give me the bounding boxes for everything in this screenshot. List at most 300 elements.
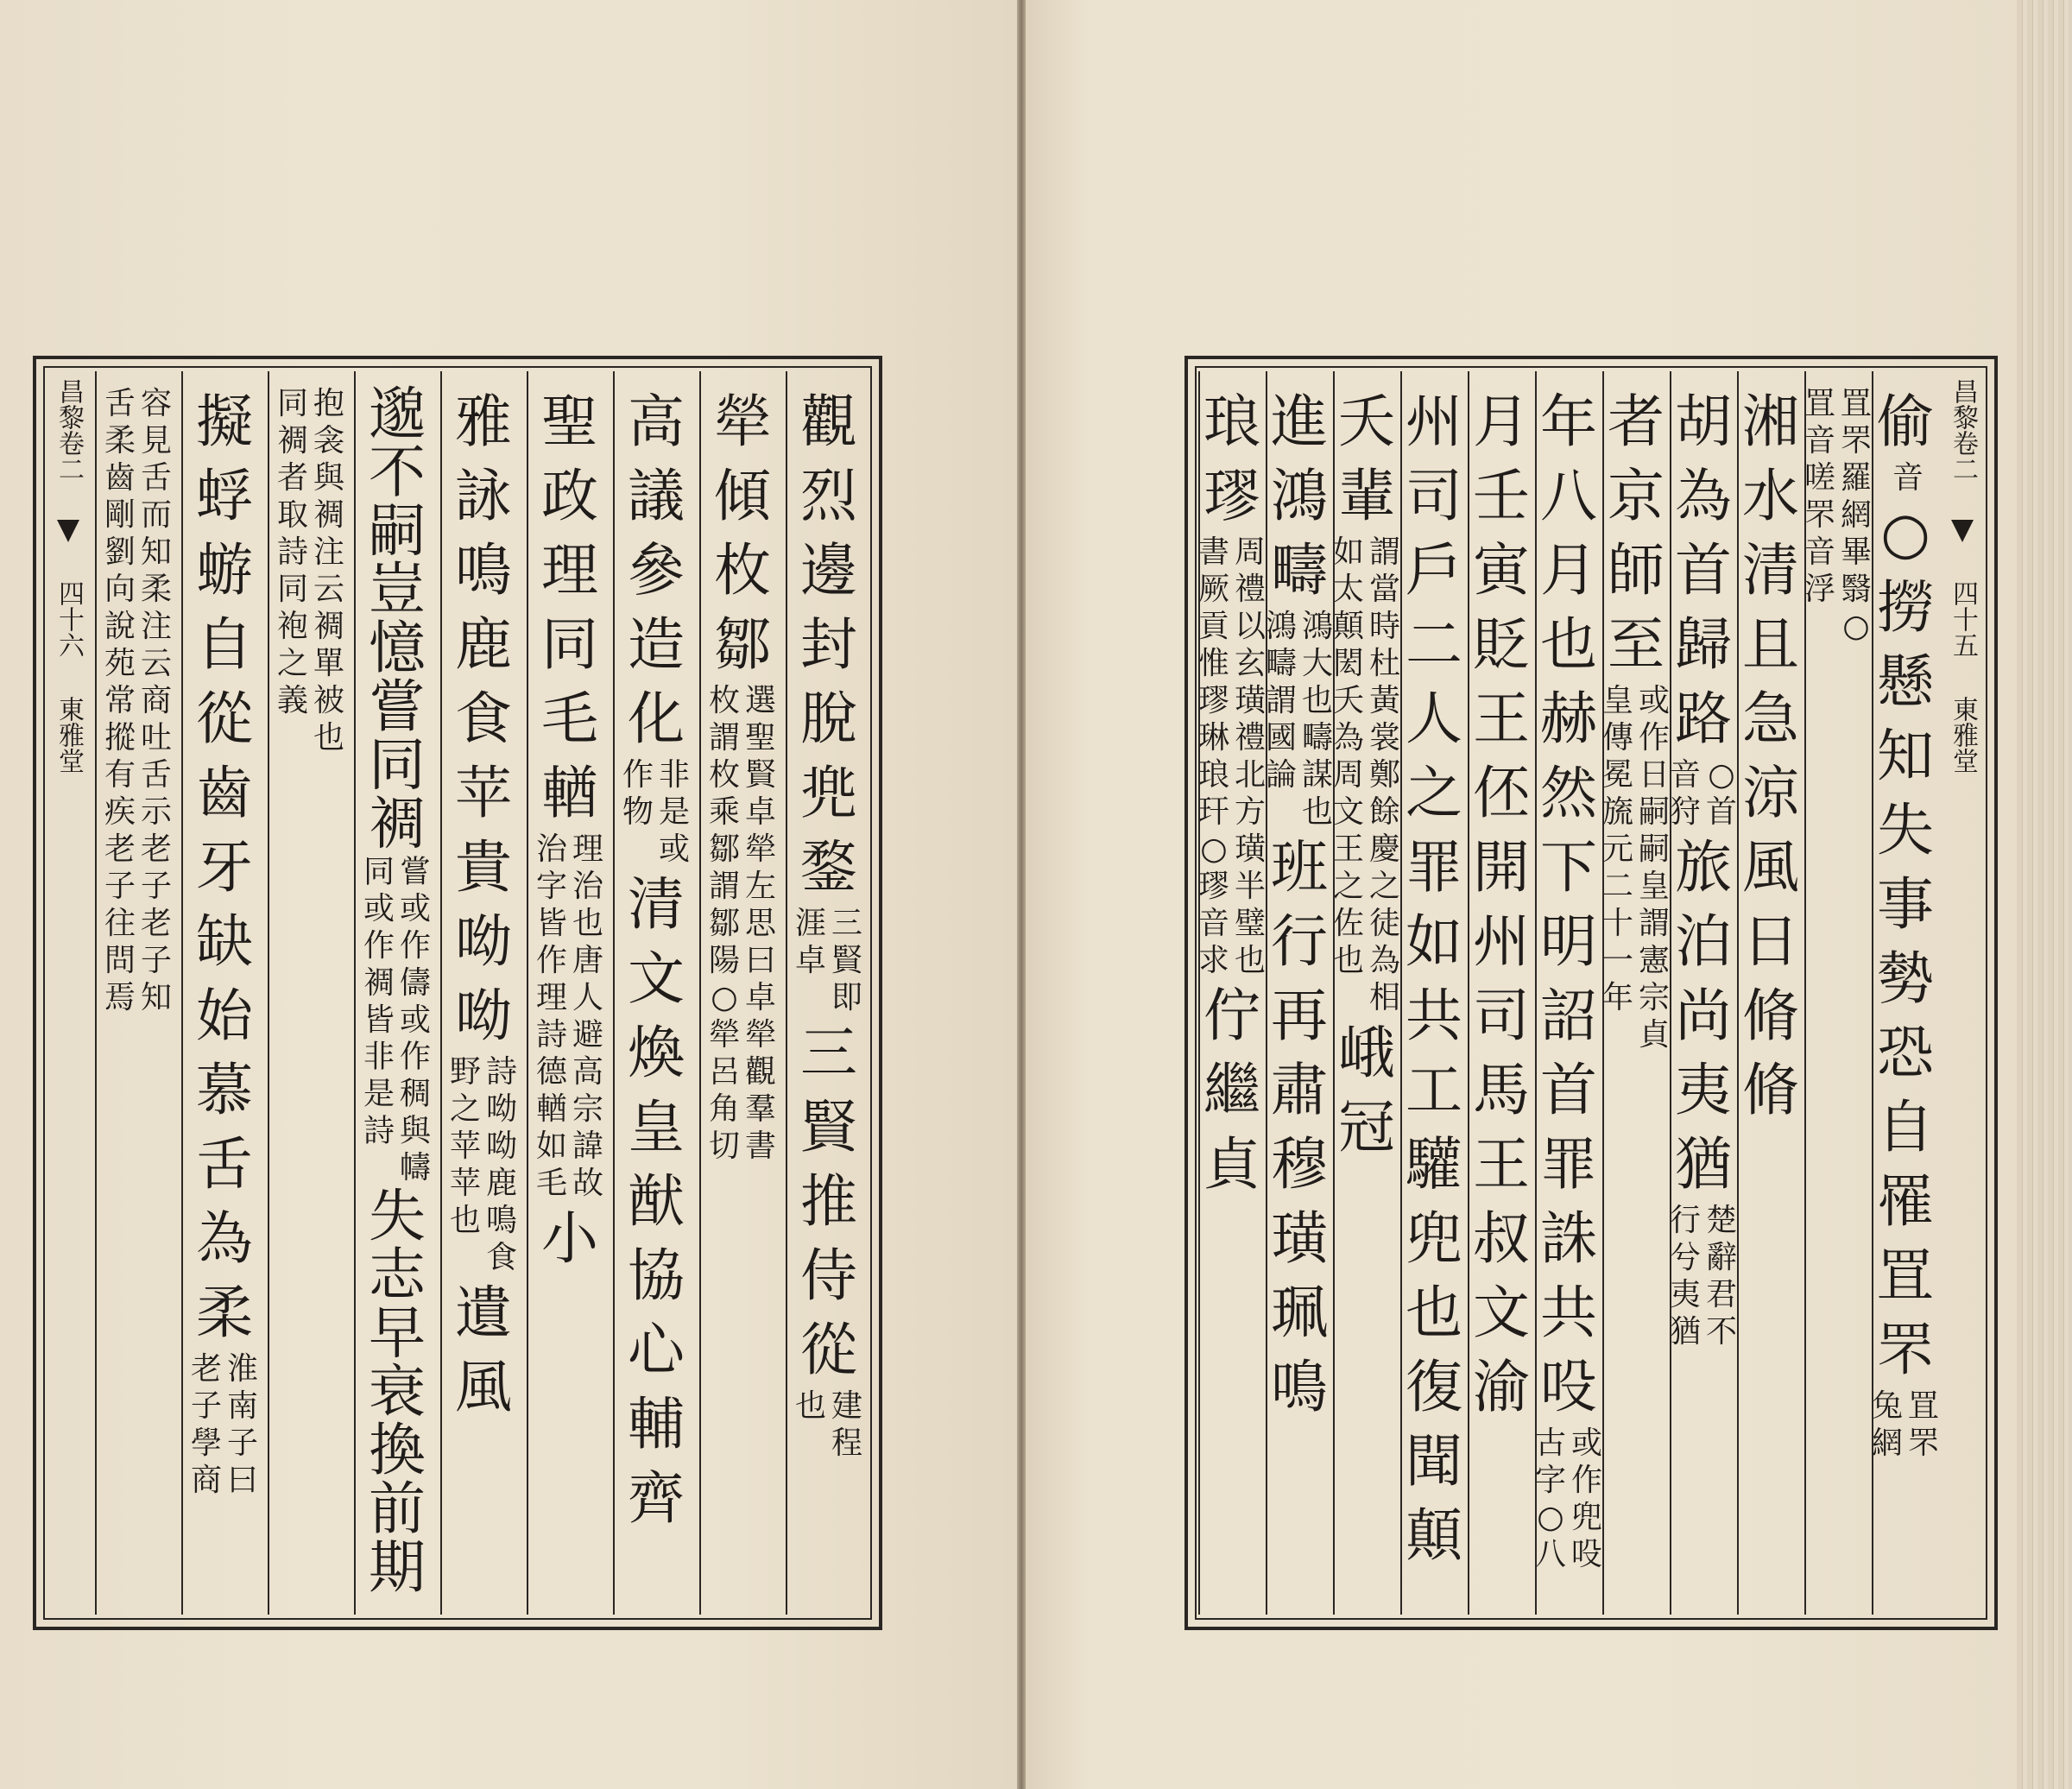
- commentary-char: 旒: [1601, 793, 1633, 830]
- commentary-char: 是: [363, 1076, 395, 1112]
- commentary-char: 吐: [141, 719, 173, 755]
- commentary-char: 網: [1841, 496, 1873, 533]
- main-text-char: 三: [800, 1020, 857, 1086]
- commentary-char: 子: [141, 942, 173, 978]
- left-text-column: [95, 385, 181, 1601]
- commentary-char: 宗: [1639, 979, 1671, 1015]
- main-text-char: 罹: [1877, 1168, 1934, 1235]
- main-text-char: 猶: [1675, 1131, 1732, 1198]
- commentary-char: 也: [794, 1388, 826, 1424]
- main-text-char: 水: [1742, 463, 1799, 529]
- main-text-char: 懸: [1877, 648, 1934, 715]
- commentary-char: 罘: [1804, 496, 1835, 533]
- commentary-char: 作: [1639, 719, 1671, 755]
- commentary-char: 琅: [1197, 756, 1229, 793]
- main-text-char: 工: [1406, 1057, 1462, 1123]
- main-text-char: 遺: [455, 1280, 512, 1346]
- commentary-char: 謂: [1639, 905, 1671, 941]
- commentary-char: 十: [1601, 905, 1633, 941]
- commentary-char: 貞: [1639, 1016, 1671, 1053]
- commentary-char: 玄: [1235, 645, 1267, 681]
- main-text-char: 州: [1406, 389, 1462, 455]
- left-text-column: [699, 385, 786, 1601]
- main-text-char: 高: [628, 389, 685, 455]
- main-text-char: 首: [1540, 1057, 1597, 1123]
- commentary-char: 為: [1369, 942, 1401, 978]
- column-rule: [1737, 371, 1739, 1615]
- commentary-char: 元: [1601, 831, 1633, 867]
- commentary-char: 作: [400, 928, 432, 964]
- commentary-char: 之: [449, 1090, 481, 1127]
- main-text-char: 穆: [1271, 1131, 1328, 1198]
- commentary-char: 鹿: [486, 1165, 518, 1201]
- commentary-char: 子: [141, 868, 173, 904]
- commentary-char: 之: [276, 645, 308, 681]
- commentary-char: 鄒: [708, 905, 740, 941]
- main-text-char: 兜: [1406, 1205, 1462, 1272]
- commentary-char: 常: [104, 682, 136, 718]
- commentary-char: 也: [1235, 942, 1267, 978]
- commentary-char: 謂: [708, 868, 740, 904]
- main-text-char: 伾: [1473, 760, 1530, 826]
- main-text-char: 歸: [1675, 611, 1732, 678]
- commentary-char: 詩: [535, 1016, 567, 1053]
- main-text-char: 罪: [1406, 834, 1462, 901]
- commentary-char: 被: [313, 682, 345, 718]
- commentary-char: 羅: [1841, 459, 1873, 496]
- left-text-column: [786, 385, 872, 1601]
- commentary-char: 舌: [141, 756, 173, 793]
- commentary-char: 作: [1571, 1462, 1603, 1498]
- main-text-char: 雅: [455, 389, 512, 455]
- commentary-char: 鄒: [708, 831, 740, 867]
- commentary-char: 顛: [1332, 608, 1364, 644]
- main-text-char: 鄒: [714, 611, 771, 678]
- commentary-char: 也: [1302, 682, 1334, 718]
- main-text-char: 豈: [369, 556, 426, 623]
- commentary-char: 焉: [104, 979, 136, 1015]
- commentary-char: 行: [1669, 1202, 1701, 1238]
- left-text-column: [527, 385, 613, 1601]
- main-text-char: 慕: [196, 1057, 253, 1123]
- commentary-char: 羣: [745, 1090, 777, 1127]
- main-text-char: 路: [1675, 686, 1732, 752]
- commentary-char: 鴻: [1265, 608, 1297, 644]
- commentary-char: 閎: [1332, 645, 1364, 681]
- commentary-char: 枚: [708, 682, 740, 718]
- commentary-char: 選: [745, 682, 777, 718]
- commentary-char: 理: [572, 831, 604, 867]
- commentary-char: 或: [400, 891, 432, 927]
- commentary-char: 半: [1235, 868, 1267, 904]
- commentary-char: 知: [141, 979, 173, 1015]
- commentary-char: 注: [313, 534, 345, 570]
- commentary-char: ○: [1708, 756, 1735, 793]
- main-text-char: 疇: [1271, 537, 1328, 604]
- main-text-char: 聞: [1406, 1428, 1462, 1495]
- main-text-char: 吺: [1540, 1354, 1597, 1420]
- right-text-column: [1468, 385, 1535, 1601]
- main-text-char: 同: [541, 611, 598, 678]
- margin-hall: 東雅堂: [1948, 696, 1978, 774]
- commentary-char: 年: [1601, 979, 1633, 1015]
- commentary-char: 璜: [1235, 831, 1267, 867]
- commentary-char: 說: [104, 608, 136, 644]
- commentary-char: 黃: [1369, 682, 1401, 718]
- column-rule: [1602, 371, 1604, 1615]
- commentary-char: 玕: [1197, 793, 1229, 830]
- commentary-char: 畢: [1841, 534, 1873, 570]
- commentary-char: 而: [141, 496, 173, 533]
- main-text-char: 顛: [1406, 1502, 1462, 1569]
- commentary-char: 杜: [1369, 645, 1401, 681]
- commentary-char: 注: [141, 608, 173, 644]
- commentary-char: 皆: [363, 1002, 395, 1038]
- commentary-char: 衾: [313, 422, 345, 458]
- commentary-char: 問: [104, 942, 136, 978]
- main-text-char: 撈: [1877, 574, 1934, 641]
- right-text-column: [1400, 385, 1468, 1601]
- main-text-char: 璆: [1203, 463, 1260, 529]
- commentary-char: 鴻: [1302, 608, 1334, 644]
- left-text-frame: [33, 356, 882, 1630]
- main-text-char: 人: [1406, 686, 1462, 752]
- main-text-char: 齊: [628, 1465, 685, 1532]
- commentary-char: 佐: [1332, 905, 1364, 941]
- main-text-char: 壬: [1473, 463, 1530, 529]
- commentary-char: 音: [1804, 534, 1835, 570]
- main-text-char: 苹: [455, 760, 512, 826]
- commentary-char: 建: [831, 1388, 863, 1424]
- margin-hall: 東雅堂: [54, 696, 84, 774]
- main-text-char: 尚: [1675, 983, 1732, 1049]
- commentary-char: 之: [1332, 868, 1364, 904]
- main-text-char: 復: [1406, 1354, 1462, 1420]
- main-text-char: 勢: [1877, 945, 1934, 1012]
- commentary-char: 疾: [104, 793, 136, 830]
- commentary-char: 柔: [141, 571, 173, 607]
- commentary-char: 作: [622, 756, 654, 793]
- commentary-char: 觀: [745, 1053, 777, 1090]
- commentary-char: 傳: [1601, 719, 1633, 755]
- column-rule: [1468, 371, 1469, 1615]
- commentary-char: 詩: [276, 534, 308, 570]
- commentary-char: 周: [1332, 756, 1364, 793]
- main-text-char: 王: [1473, 686, 1530, 752]
- commentary-char: 貢: [1197, 608, 1229, 644]
- main-text-char: 胡: [1675, 389, 1732, 455]
- commentary-char: 高: [572, 1053, 604, 1090]
- commentary-char: 幬: [400, 1150, 432, 1186]
- commentary-char: 八: [1534, 1536, 1566, 1572]
- column-rule: [1400, 371, 1402, 1615]
- main-text-char: 馬: [1473, 1057, 1530, 1123]
- commentary-char: 袍: [276, 608, 308, 644]
- main-text-char: 嗣: [369, 497, 426, 565]
- main-text-char: 渝: [1473, 1354, 1530, 1420]
- main-text-char: 邊: [800, 537, 857, 604]
- commentary-char: 取: [276, 496, 308, 533]
- main-text-char: 兠: [800, 760, 857, 826]
- main-text-char: 班: [1271, 834, 1328, 901]
- commentary-char: 稠: [400, 1076, 432, 1112]
- right-text-column: [1266, 385, 1333, 1601]
- main-text-char: 行: [1271, 908, 1328, 975]
- main-text-char: 自: [196, 611, 253, 678]
- main-text-char: 如: [1406, 908, 1462, 975]
- main-text-char: 自: [1877, 1094, 1934, 1160]
- commentary-char: 音: [1669, 756, 1701, 793]
- commentary-char: 程: [831, 1425, 863, 1461]
- main-text-char: 齒: [196, 760, 253, 826]
- right-text-column: [1333, 385, 1400, 1601]
- commentary-char: 三: [831, 905, 863, 941]
- main-text-char: 呦: [455, 908, 512, 975]
- commentary-char: 乘: [708, 793, 740, 830]
- commentary-char: 皇: [1601, 682, 1633, 718]
- commentary-char: ○: [1537, 1499, 1564, 1535]
- commentary-char: 日: [1639, 756, 1671, 793]
- main-text-char: 旅: [1675, 834, 1732, 901]
- main-text-char: 者: [1608, 389, 1665, 455]
- main-text-char: 急: [1742, 686, 1799, 752]
- main-text-char: 八: [1540, 463, 1597, 529]
- commentary-char: 有: [104, 756, 136, 793]
- commentary-char: 者: [276, 459, 308, 496]
- commentary-char: 義: [276, 682, 308, 718]
- commentary-char: 辭: [1706, 1239, 1738, 1275]
- fish-tail-mark: [57, 520, 79, 542]
- commentary-char: 禮: [1235, 719, 1267, 755]
- commentary-char: 德: [535, 1053, 567, 1090]
- commentary-char: 商: [190, 1462, 222, 1498]
- commentary-char: 南: [227, 1388, 259, 1424]
- main-text-char: 議: [628, 463, 685, 529]
- commentary-char: 書: [1197, 534, 1229, 570]
- commentary-char: 王: [1332, 831, 1364, 867]
- column-rule: [1872, 371, 1873, 1615]
- commentary-char: 左: [745, 868, 777, 904]
- main-text-char: 泊: [1675, 908, 1732, 975]
- main-text-char: 心: [628, 1317, 685, 1383]
- main-text-char: 珮: [1271, 1280, 1328, 1346]
- commentary-char: 云: [313, 571, 345, 607]
- column-rule: [527, 371, 528, 1615]
- column-rule: [1198, 371, 1200, 1615]
- main-text-char: 犖: [714, 389, 771, 455]
- commentary-char: 大: [1302, 645, 1334, 681]
- main-text-char: 不: [369, 439, 426, 506]
- commentary-char: 容: [141, 385, 173, 421]
- commentary-char: 璆: [1197, 868, 1229, 904]
- commentary-char: 首: [1706, 793, 1738, 830]
- main-text-char: 始: [196, 983, 253, 1049]
- main-text-char: 牙: [196, 834, 253, 901]
- commentary-char: 皆: [535, 905, 567, 941]
- commentary-char: 鄭: [1369, 756, 1401, 793]
- commentary-char: 音: [1892, 459, 1924, 496]
- left-page: [0, 0, 1017, 1789]
- commentary-char: 舌: [141, 459, 173, 496]
- main-text-char: 首: [1675, 537, 1732, 604]
- margin-folio: 四十五: [1948, 580, 1978, 658]
- commentary-char: 為: [1332, 719, 1364, 755]
- book-gutter: [1017, 0, 1026, 1789]
- main-text-char: 寅: [1473, 537, 1530, 604]
- commentary-char: 北: [1235, 756, 1267, 793]
- commentary-char: 不: [1706, 1313, 1738, 1350]
- commentary-char: 陽: [708, 942, 740, 978]
- main-text-char: 偷: [1877, 389, 1934, 455]
- right-text-column: [1535, 385, 1602, 1601]
- column-rule: [699, 371, 701, 1615]
- commentary-char: 罝: [1908, 1388, 1940, 1424]
- commentary-char: 老: [104, 831, 136, 867]
- main-text-char: 叔: [1473, 1205, 1530, 1272]
- commentary-char: 也: [572, 905, 604, 941]
- commentary-char: 或: [1639, 682, 1671, 718]
- main-text-char: 嘗: [369, 673, 426, 741]
- commentary-char: 罘: [1908, 1425, 1940, 1461]
- commentary-char: 以: [1235, 608, 1267, 644]
- right-text-column: [1737, 385, 1804, 1601]
- main-text-char: 驩: [1406, 1131, 1462, 1198]
- commentary-char: 即: [831, 979, 863, 1015]
- commentary-char: 兮: [1669, 1239, 1701, 1275]
- commentary-char: 論: [1265, 756, 1297, 793]
- commentary-char: 或: [659, 831, 691, 867]
- commentary-char: 謂: [1369, 534, 1401, 570]
- commentary-char: 憲: [1639, 942, 1671, 978]
- main-text-char: 早: [369, 1299, 426, 1367]
- commentary-char: 作: [363, 928, 395, 964]
- commentary-char: 老: [141, 905, 173, 941]
- commentary-char: 裯: [363, 964, 395, 1001]
- commentary-char: 慶: [1369, 831, 1401, 867]
- commentary-char: 舌: [104, 385, 136, 421]
- commentary-char: 或: [400, 1002, 432, 1038]
- commentary-char: 璧: [1235, 905, 1267, 941]
- main-text-char: 也: [1406, 1280, 1462, 1346]
- main-text-char: 年: [1540, 389, 1597, 455]
- main-text-char: 月: [1473, 389, 1530, 455]
- main-text-char: 毛: [541, 686, 598, 752]
- main-text-char: 罪: [1540, 1131, 1597, 1198]
- main-text-char: 進: [1271, 389, 1328, 455]
- main-text-char: 風: [1742, 834, 1799, 901]
- main-text-char: 月: [1540, 537, 1597, 604]
- main-text-char: 觀: [800, 389, 857, 455]
- main-text-char: 失: [1877, 797, 1934, 863]
- main-text-char: 裯: [369, 791, 426, 857]
- main-text-char: 夷: [1675, 1057, 1732, 1123]
- fish-tail-mark: [1951, 520, 1974, 542]
- commentary-char: 餘: [1369, 793, 1401, 830]
- commentary-char: 物: [622, 793, 654, 830]
- column-rule: [1670, 371, 1671, 1615]
- column-rule: [354, 371, 356, 1615]
- left-text-column: [268, 385, 354, 1601]
- main-text-char: 明: [1540, 908, 1597, 975]
- commentary-char: 賢: [745, 756, 777, 793]
- commentary-char: 皇: [1639, 868, 1671, 904]
- commentary-char: ○: [1200, 831, 1228, 867]
- commentary-char: 相: [1369, 979, 1401, 1015]
- commentary-char: 向: [104, 571, 136, 607]
- left-text-column: [181, 385, 268, 1601]
- main-text-char: 司: [1473, 983, 1530, 1049]
- commentary-char: 角: [708, 1090, 740, 1127]
- column-rule: [1535, 371, 1537, 1615]
- main-text-char: 繼: [1203, 1057, 1260, 1123]
- main-text-char: 且: [1742, 611, 1799, 678]
- main-text-char: 輩: [1338, 463, 1395, 529]
- commentary-char: 犖: [745, 1016, 777, 1053]
- main-text-char: 峨: [1338, 1020, 1395, 1086]
- commentary-char: 猶: [1669, 1313, 1701, 1350]
- commentary-char: 涯: [794, 905, 826, 941]
- commentary-char: 君: [1706, 1276, 1738, 1312]
- main-text-char: 司: [1406, 463, 1462, 529]
- commentary-char: 時: [1369, 608, 1401, 644]
- main-text-char: 鴻: [1271, 463, 1328, 529]
- commentary-char: 夭: [1332, 682, 1364, 718]
- right-text-column: [1198, 385, 1266, 1601]
- commentary-char: 卓: [745, 979, 777, 1015]
- commentary-char: 兔: [1871, 1388, 1903, 1424]
- main-text-char: 理: [541, 537, 598, 604]
- commentary-char: 作: [535, 942, 567, 978]
- commentary-char: 同: [363, 854, 395, 890]
- commentary-char: 食: [486, 1239, 518, 1275]
- main-text-char: 鹿: [455, 611, 512, 678]
- commentary-char: 抱: [313, 385, 345, 421]
- commentary-char: 詩: [486, 1053, 518, 1090]
- commentary-char: 厥: [1197, 571, 1229, 607]
- commentary-char: 周: [1235, 534, 1267, 570]
- commentary-char: 毛: [535, 1165, 567, 1201]
- commentary-char: 切: [708, 1128, 740, 1164]
- main-text-char: 憶: [369, 615, 426, 682]
- commentary-char: 犖: [708, 1016, 740, 1053]
- main-text-char: 傾: [714, 463, 771, 529]
- main-text-char: 再: [1271, 983, 1328, 1049]
- commentary-char: 二: [1601, 868, 1633, 904]
- commentary-char: 故: [572, 1165, 604, 1201]
- commentary-char: 呦: [486, 1128, 518, 1164]
- commentary-char: 同: [276, 385, 308, 421]
- main-text-char: 輔: [628, 1391, 685, 1457]
- commentary-char: 往: [104, 905, 136, 941]
- main-text-char: 師: [1608, 537, 1665, 604]
- main-text-char: 為: [196, 1205, 253, 1272]
- main-text-char: 州: [1473, 908, 1530, 975]
- commentary-char: 如: [535, 1128, 567, 1164]
- commentary-char: 網: [1871, 1425, 1903, 1461]
- commentary-char: 求: [1197, 942, 1229, 978]
- commentary-char: 之: [1369, 868, 1401, 904]
- commentary-char: 曰: [227, 1462, 259, 1498]
- main-text-char: 從: [196, 686, 253, 752]
- right-page-margin-strip: [1942, 378, 1982, 1608]
- commentary-char: 徒: [1369, 905, 1401, 941]
- main-text-char: 擬: [196, 389, 253, 455]
- main-text-char: 小: [541, 1205, 598, 1272]
- main-text-char: 下: [1540, 834, 1597, 901]
- commentary-char: 理: [535, 979, 567, 1015]
- main-text-char: 清: [1742, 537, 1799, 604]
- main-text-char: 志: [369, 1241, 426, 1308]
